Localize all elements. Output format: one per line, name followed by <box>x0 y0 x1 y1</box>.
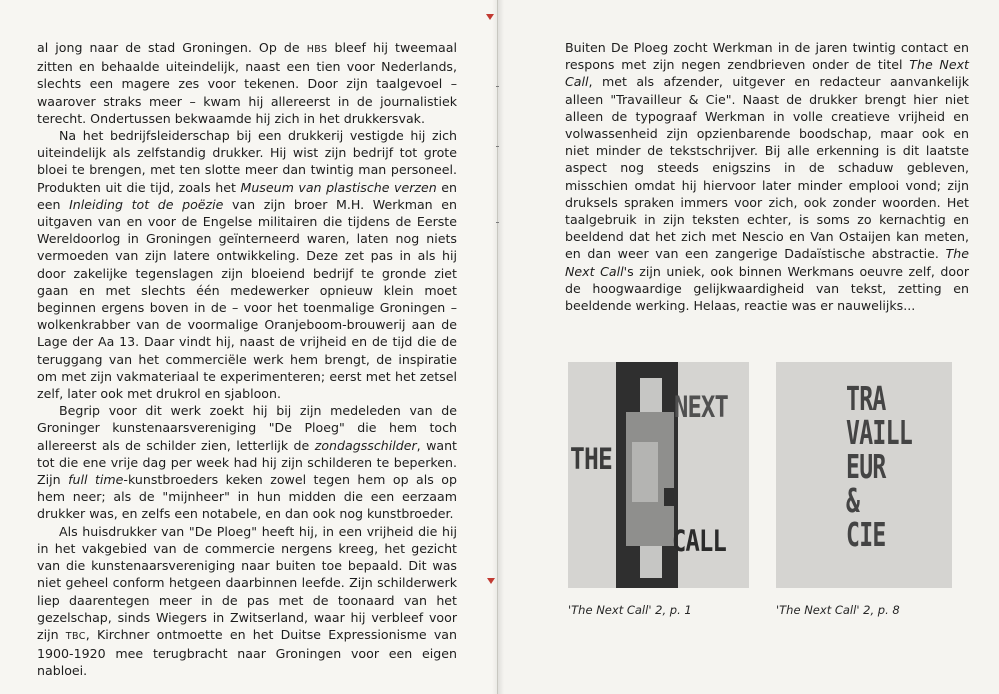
line-tra: TRA <box>846 379 886 418</box>
figure-caption-2: 'The Next Call' 2, p. 8 <box>776 603 900 617</box>
right-page-text <box>565 39 969 314</box>
inner-block <box>632 442 658 502</box>
small-square <box>664 488 674 506</box>
body-paragraph <box>37 523 457 680</box>
text-run: , want tot die ene vrije dag per week had hij zijn schilderen te beperken. Zijn <box>37 437 458 488</box>
text-run: 's zijn uniek, ook binnen Werkmans oeuvre zelf, door de hoogwaardige gelijkwaardigheid van tekst, zetting en beeldende werking. Helaas, reactie was er nauwelijks... <box>565 263 969 314</box>
crop-tick <box>496 146 499 147</box>
figure-next-call-page1 <box>568 362 749 588</box>
crop-mark-middle <box>487 578 495 584</box>
right-page <box>499 0 999 694</box>
italic-text: zondagsschilder <box>314 437 417 453</box>
small-caps-text: HBS <box>306 44 328 55</box>
text-run: al jong naar de stad Groningen. Op de <box>37 40 307 55</box>
left-page-text <box>37 39 457 680</box>
italic-text: The Next Call <box>565 57 969 90</box>
italic-text: Inleiding tot de poëzie <box>69 196 224 212</box>
text-run: , met als afzender, uitgever en redacteur aanvankelijk alleen "Travailleur & Cie". Naast de drukker brengt hier niet alleen de typograaf Werkman in volle creatieve vrijheid en volwassenheid zijn opzienbarende boodschap, maar ook en niet minder de tekstschrijver. Bij alle erkenning is dit laatste aspect nog steeds enigszins in de schaduw gebleven, misschien omdat hij hiervoor later minder emplooi vond; zijn druksels spraken immers voor zich, ook zonder woorden. Het taalgebruik in zijn teksten echter, is soms zo kernachtig en beeldend dat het zich met Nescio en Van Ostaijen kan meten, en dan weer van een zangerige Dadaïstische abstractie. <box>565 74 969 262</box>
crop-tick <box>496 222 499 223</box>
figure-caption-1: 'The Next Call' 2, p. 1 <box>568 603 692 617</box>
crop-mark-top <box>486 14 494 20</box>
text-run: Buiten De Ploeg zocht Werkman in de jaren twintig contact en respons met zijn negen zendbrieven onder de titel <box>565 40 969 73</box>
text-run: bleef hij tweemaal zitten en behaalde uiteindelijk, naast een tien voor Nederlands, slechts een magere zes voor tekenen. Door zijn taalgevoel – waarover straks meer – kwam hij allereerst in de journalistiek terecht. Ondertussen bekwaamde hij zich in het drukkersvak. <box>37 40 457 126</box>
body-paragraph <box>37 127 457 402</box>
line-vaill: VAILL <box>846 413 913 452</box>
text-run: Als huisdrukker van "De Ploeg" heeft hij, in een vrijheid die hij in het vakgebied van de commercie nergens kreeg, het gezicht van die kunstenaarsvereniging naar buiten toe bepaald. Dit was niet geheel conform hetgeen daarbinnen leefde. Zijn schilderwerk liep daarentegen meer in de pas met de toonaard van het gezelschap, sinds Wiegers in Zwitserland, waar hij verbleef voor zijn <box>37 523 457 642</box>
italic-text: The Next Call <box>565 246 969 279</box>
crop-tick <box>496 86 499 87</box>
text-run: -kunstbroeders keken zowel tegen hem op als op hem neer; als de "mijnheer" in hun midden die een eerzaam drukker was, en zelfs een notabele, en dan ook nog kunstbroeder. <box>37 472 457 522</box>
book-gutter <box>492 0 504 694</box>
body-paragraph <box>37 402 457 522</box>
line-cie: CIE <box>846 515 886 554</box>
figure-travailleur-cie-page8 <box>776 362 952 588</box>
text-run: Na het bedrijfsleiderschap bij een drukkerij vestigde hij zich uiteindelijk als zelfstandig drukker. Hij wist zijn bedrijf tot grote bloei te brengen, met ten slotte meer dan twintig man personeel. Produkten uit die tijd, zoals het <box>37 128 457 195</box>
italic-text: full time <box>68 472 124 488</box>
text-run: en een <box>37 179 458 212</box>
italic-text: Museum van plastische verzen <box>240 179 437 195</box>
small-caps-text: TBC <box>65 630 86 642</box>
left-page <box>0 0 498 694</box>
body-paragraph <box>565 39 969 314</box>
text-run: Begrip voor dit werk zoekt hij bij zijn medeleden van de Groninger kunstenaarsvereniging "De Ploeg" die hem toch allereerst als de schilder zien, letterlijk de <box>37 403 457 453</box>
body-paragraph <box>37 39 457 127</box>
text-run: , Kirchner ontmoette en het Duitse Expressionisme van 1900-1920 mee terugbracht naar Groningen voor een eigen nabloei. <box>37 626 458 679</box>
word-call: CALL <box>672 524 726 558</box>
word-the: THE <box>570 442 612 476</box>
text-run: van zijn broer M.H. Werkman en uitgaven van en voor de Engelse militairen die tijdens de Eerste Wereldoorlog in Groningen geïnterneerd waren, laten nog niets vermoeden van zijn latere ontwikkeling. Deze zet pas in als hij door zakelijke tegenslagen zijn bloeiend bedrijf te gronde ziet gaan en met slechts één medewerker opnieuw klein moet beginnen ergens boven in de – voor het toenmalige Groningen – wolkenkrabber van de voormalige Oranjeboom-brouwerij aan de Lage der Aa 13. Daar vindt hij, naast de vrijheid en de tijd die de teruggang van het commerciële werk hem brengt, de inspiratie om met zijn vakmateriaal te experimenteren; eerst met het zetsel zelf, later ook met drukrol en sjabloon. <box>37 196 457 402</box>
word-next: NEXT <box>674 390 728 424</box>
line-ampersand: & <box>846 481 860 520</box>
line-eur: EUR <box>846 447 886 486</box>
